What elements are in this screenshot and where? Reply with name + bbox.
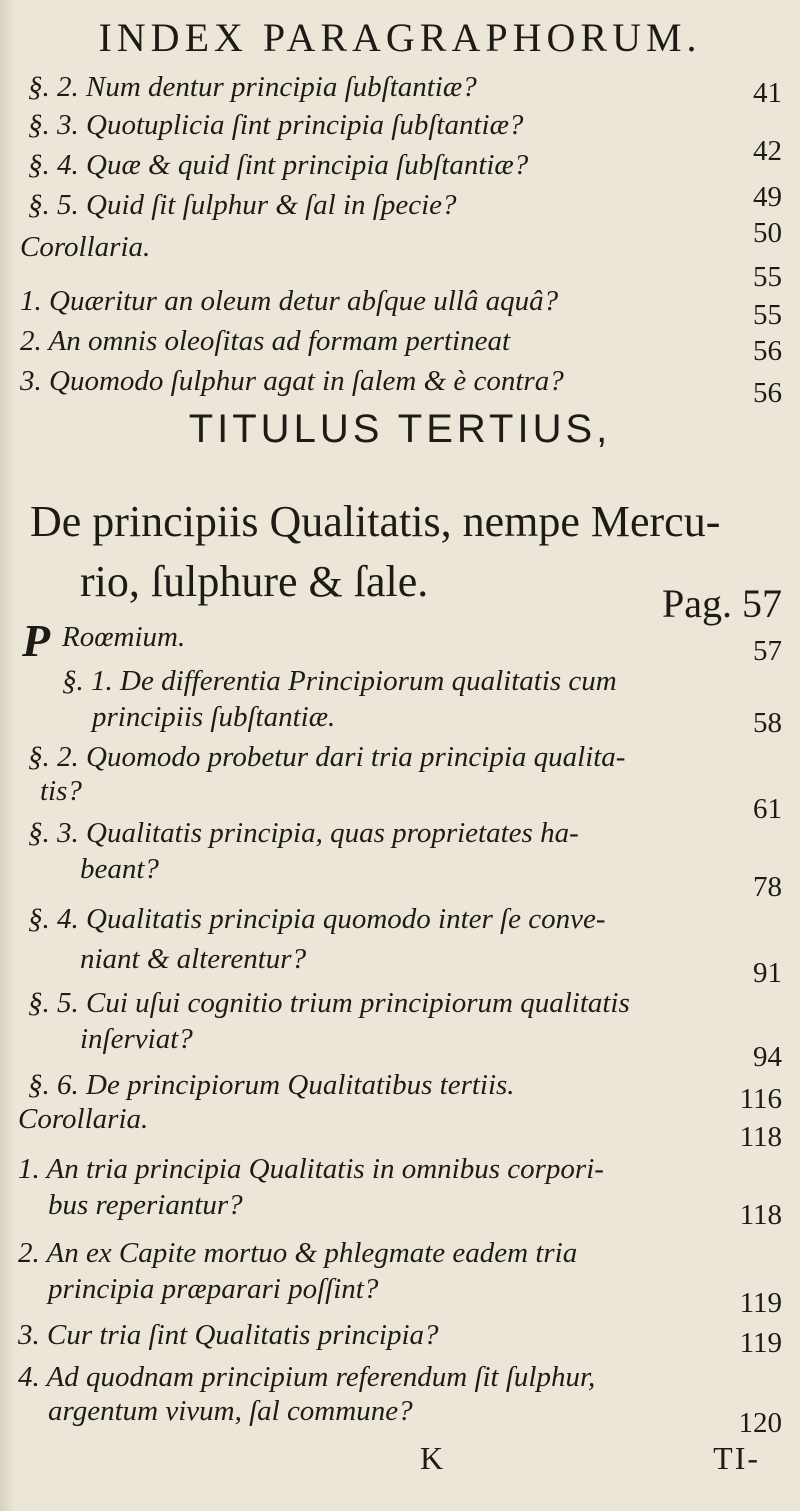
entry-text: §. 1. De differentia Principiorum qualitatis cum bbox=[62, 665, 617, 697]
entry-text: §. 3. Qualitatis principia, quas proprietates ha- bbox=[28, 817, 579, 849]
entry-text: Corollaria. bbox=[20, 231, 151, 263]
entry-text: §. 5. Cui uſui cognitio trium principiorum qualitatis bbox=[28, 987, 630, 1019]
entry-text: 1. An tria principia Qualitatis in omnibus corpori- bbox=[18, 1153, 604, 1185]
entry-text: 3. Cur tria ſint Qualitatis principia? bbox=[18, 1319, 439, 1351]
section-subtitle: rio, ſulphure & ſale. bbox=[80, 557, 429, 606]
entry-text: principia præparari poſſint? bbox=[48, 1273, 379, 1305]
entry-text: Roœmium. bbox=[62, 621, 186, 653]
entry-text: bus reperiantur? bbox=[48, 1189, 243, 1221]
entry-page: 42 bbox=[753, 135, 782, 167]
entry-text: §. 4. Quæ & quid ſint principia ſubſtantiæ? bbox=[28, 149, 529, 181]
entry-page: 118 bbox=[739, 1199, 782, 1231]
entry-page: 49 bbox=[753, 181, 782, 213]
entry-text: 4. Ad quodnam principium referendum ſit ſulphur, bbox=[18, 1361, 596, 1393]
entry-page: 55 bbox=[753, 299, 782, 331]
entry-page: 56 bbox=[753, 335, 782, 367]
entry-text: 2. An ex Capite mortuo & phlegmate eadem tria bbox=[18, 1237, 578, 1269]
entry-text: §. 2. Quomodo probetur dari tria principia qualita- bbox=[28, 741, 626, 773]
entry-page: 91 bbox=[753, 957, 782, 989]
entry-text: argentum vivum, ſal commune? bbox=[48, 1395, 413, 1427]
entry-page: 94 bbox=[753, 1041, 782, 1073]
entry-page: 78 bbox=[753, 871, 782, 903]
entry-text: §. 6. De principiorum Qualitatibus tertiis. bbox=[28, 1069, 515, 1101]
entry-page: 116 bbox=[739, 1083, 782, 1115]
entry-page: 50 bbox=[753, 217, 782, 249]
entry-page: 119 bbox=[739, 1287, 782, 1319]
entry-text: 3. Quomodo ſulphur agat in ſalem & è contra? bbox=[20, 365, 564, 397]
section-subtitle: De principiis Qualitatis, nempe Mercu- bbox=[30, 497, 721, 546]
signature-mark: K bbox=[420, 1440, 444, 1476]
entry-text: §. 3. Quotuplicia ſint principia ſubſtantiæ? bbox=[28, 109, 524, 141]
entry-text: inſerviat? bbox=[80, 1023, 193, 1055]
entry-page: 118 bbox=[739, 1121, 782, 1153]
entry-text: niant & alterentur? bbox=[80, 943, 307, 975]
entry-page: 119 bbox=[739, 1327, 782, 1359]
entry-page: 58 bbox=[753, 707, 782, 739]
drop-initial: P bbox=[22, 615, 51, 666]
entry-page: 55 bbox=[753, 261, 782, 293]
entry-text: 1. Quæritur an oleum detur abſque ullâ aquâ? bbox=[20, 285, 559, 317]
entry-text: §. 5. Quid ſit ſulphur & ſal in ſpecie? bbox=[28, 189, 457, 221]
entry-page: 120 bbox=[738, 1407, 782, 1439]
entry-text: 2. An omnis oleoſitas ad formam pertineat bbox=[20, 325, 511, 357]
entry-page: 56 bbox=[753, 377, 782, 409]
entry-text: tis? bbox=[40, 775, 82, 807]
section-page: Pag. 57 bbox=[662, 581, 782, 626]
catchword: TI- bbox=[713, 1440, 760, 1476]
entry-page: 57 bbox=[753, 635, 782, 667]
entry-text: §. 4. Qualitatis principia quomodo inter ſe conve- bbox=[28, 903, 606, 935]
entry-page: 41 bbox=[753, 77, 782, 109]
entry-text: beant? bbox=[80, 853, 159, 885]
entry-text: Corollaria. bbox=[18, 1103, 149, 1135]
running-head: INDEX PARAGRAPHORUM. bbox=[98, 15, 702, 60]
entry-page: 61 bbox=[753, 793, 782, 825]
page-gutter bbox=[0, 0, 14, 1511]
section-title: TITULUS TERTIUS, bbox=[188, 407, 612, 451]
entry-text: principiis ſubſtantiæ. bbox=[92, 701, 336, 733]
entry-text: §. 2. Num dentur principia ſubſtantiæ? bbox=[28, 71, 477, 103]
